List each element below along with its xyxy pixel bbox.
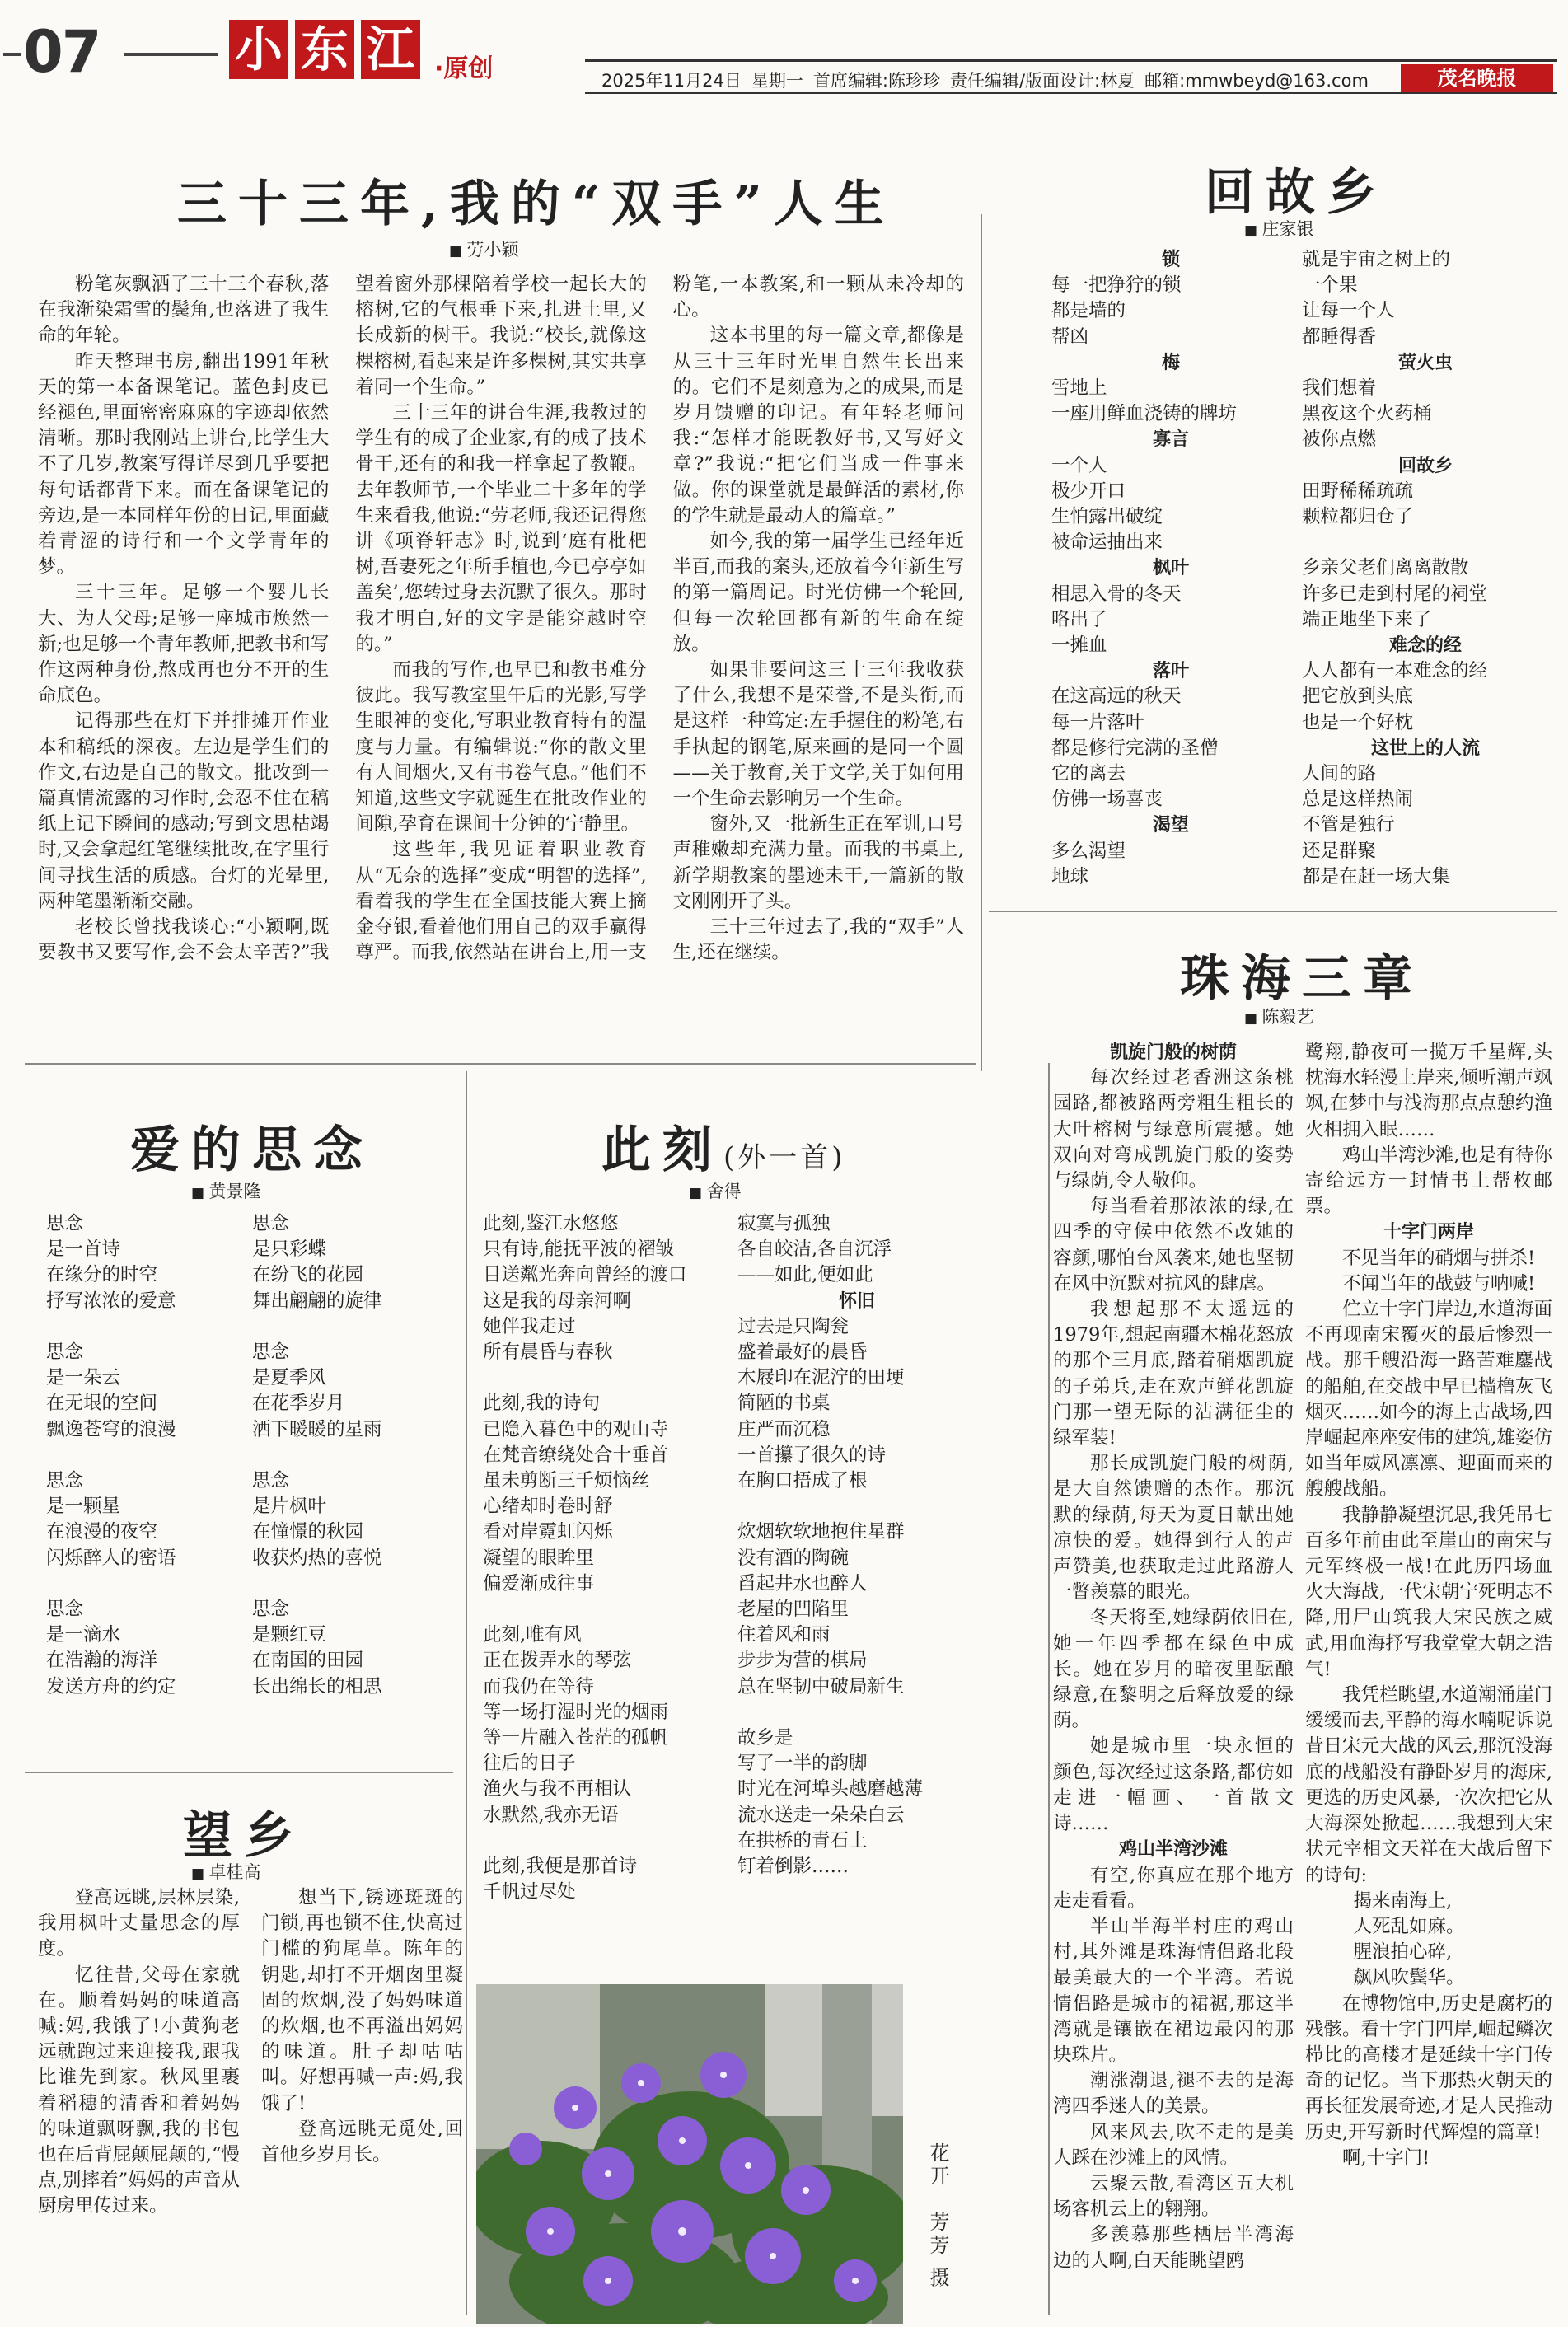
photo-caption-title: 花开 xyxy=(926,2142,949,2189)
poem-line: 看对岸霓虹闪烁 xyxy=(483,1521,613,1543)
poem-line: 在梵音缭绕处合十垂首 xyxy=(483,1444,669,1466)
article1-paragraph: 这些年,我见证着职业教育从“无奈的选择”变成“明智的选择”,看着我的学生在全国技能大赛上摘金夺银,看着他们用自己的双手赢得尊严。而我,依然站在讲台上,用一支粉笔,一本教案,和一颗从未冷却的心。 xyxy=(355,274,964,964)
column-divider-right xyxy=(1048,1063,1050,2315)
paragraph: 冬天将至,她绿荫依旧在,她一年四季都在绿色中成长。她在岁月的暗夜里酝酿绿意,在黎明之后释放爱的绿荫。 xyxy=(1053,1607,1294,1732)
article3-column-2 xyxy=(1305,1040,1552,2317)
poem-line: 舞出翩翩的旋律 xyxy=(252,1290,382,1312)
article1-paragraph: 三十三年。足够一个婴儿长大、为人父母;足够一座城市焕然一新;也足够一个青年教师,把教书和写作这两种身份,熬成再也分不开的生命底色。 xyxy=(38,582,330,707)
section-subtitle: 鸡山半湾沙滩 xyxy=(1118,1839,1228,1861)
poem-line: 每一片落叶 xyxy=(1051,711,1144,733)
paragraph: 在博物馆中,历史是腐朽的残骸。看十字门四岸,崛起鳞次栉比的高楼才是延续十字门传奇的记忆。当下那热火朝天的再长征发展奇迹,才是人民推动历史,开写新时代辉煌的篇章! xyxy=(1305,1992,1552,2143)
paragraph: 鸡山半湾沙滩,也是有待你寄给远方一封情书上帮枚邮票。 xyxy=(1305,1144,1552,1218)
article5-column-2 xyxy=(737,1211,976,1880)
poem-line: 收获灼热的喜悦 xyxy=(252,1547,382,1569)
poem-line: ——如此,便如此 xyxy=(737,1264,873,1286)
photo-caption xyxy=(916,2142,949,2291)
article4-title: 爱的思念 xyxy=(130,1121,374,1179)
article1-title: 三十三年,我的“双手”人生 xyxy=(177,176,896,233)
poem-line xyxy=(483,1828,730,1854)
paragraph: 风来风去,吹不走的是美人踩在沙滩上的风情。 xyxy=(1053,2121,1294,2169)
poem-line xyxy=(737,1700,976,1725)
meta-weekday: 星期一 xyxy=(751,71,803,91)
poem-line: 在胸口捂成了根 xyxy=(737,1470,868,1492)
article1-paragraph: 如果非要问这三十三年我收获了什么,我想不是荣誉,不是头衔,而是这样一种笃定:左手握住的粉笔,右手执起的钢笔,原来画的是同一个圆——关于教育,关于文学,关于如何用一个生命去影响另一个生命。 xyxy=(672,659,964,810)
poem-line: 是片枫叶 xyxy=(252,1496,327,1518)
article1-paragraph: 窗外,又一批新生正在军训,口号声稚嫩却充满力量。而我的书桌上,新学期教案的墨迹未干,一篇新的散文刚刚开了头。 xyxy=(672,813,964,912)
poem-subtitle: 梅 xyxy=(1161,352,1180,373)
poem-line: 此刻,我的诗句 xyxy=(483,1393,601,1415)
poem-line: 颗粒都归仓了 xyxy=(1302,506,1414,528)
poem-line: 盛着最好的晨昏 xyxy=(737,1341,868,1364)
article1-paragraph: 三十三年过去了,我的“双手”人生,还在继续。 xyxy=(672,916,964,964)
verse-line: 腥浪拍心碎, xyxy=(1353,1941,1453,1964)
poem-line: 思念 xyxy=(252,1213,290,1234)
poem-line: 流水送走一朵朵白云 xyxy=(737,1804,905,1826)
article1-paragraph: 昨天整理书房,翻出1991年秋天的第一本备课笔记。蓝色封皮已经褪色,里面密密麻麻的字迹却依然清晰。那时我刚站上讲台,比学生大不了几岁,教案写得详尽到几乎要把每句话都背下来。而在备课笔记的旁边,是一本同样年份的日记,里面藏着青涩的诗行和一个文学青年的梦。 xyxy=(38,350,330,578)
header-rule xyxy=(124,53,218,56)
article2-title: 回故乡 xyxy=(1205,164,1388,222)
paragraph: 她是城市里一块永恒的颜色,每次经过这条路,都仿如走进一幅画、一首散文诗…… xyxy=(1053,1735,1294,1835)
poem-line: 故乡是 xyxy=(737,1727,793,1749)
poem-line: 庄严而沉稳 xyxy=(737,1418,831,1440)
poem-line: 还是群聚 xyxy=(1302,840,1377,862)
poem-line: 让每一个人 xyxy=(1302,300,1395,322)
paragraph: 那长成凯旋门般的树荫,是大自然馈赠的杰作。那沉默的绿荫,每天为夏日献出她凉快的爱。她得到行人的声声赞美,也获取走过此路游人一瞥羡慕的眼光。 xyxy=(1053,1453,1294,1604)
poem-line: 思念 xyxy=(252,1470,290,1491)
poem-line: 人间的路 xyxy=(1302,763,1377,785)
article5-title-main: 此刻 xyxy=(601,1121,723,1179)
poem-line: 都是在赶一场大集 xyxy=(1302,865,1451,887)
poem-line: 就是宇宙之树上的 xyxy=(1302,249,1451,270)
paragraph: 我想起那不太遥远的1979年,想起南疆木棉花怒放的那个三月底,踏着硝烟凯旋的子弟兵,走在欢声鲜花凯旋门那一望无际的沾满征尘的绿军装! xyxy=(1053,1299,1294,1449)
poem-line: 雪地上 xyxy=(1051,377,1107,400)
poem-line: 等一片融入苍茫的孤帆 xyxy=(483,1727,669,1749)
poem-line: 地球 xyxy=(1051,865,1089,887)
poem-line: 凝望的眼眸里 xyxy=(483,1547,595,1569)
article1-paragraph: 粉笔灰飘洒了三十三个春秋,落在我渐染霜雪的鬓角,也落进了我生命的年轮。 xyxy=(38,274,330,347)
poem-line: 生怕露出破绽 xyxy=(1051,506,1163,528)
article2-column-2 xyxy=(1302,247,1549,890)
poem-line: 这是我的母亲河啊 xyxy=(483,1290,632,1312)
newspaper-logo: 茂名晚报 xyxy=(1401,64,1553,92)
poem-line xyxy=(1302,530,1549,555)
poem-line xyxy=(483,1597,730,1622)
poem-line: 而我仍在等待 xyxy=(483,1675,595,1697)
poem-subtitle: 回故乡 xyxy=(1397,455,1453,476)
poem-line: 正在拨弄水的琴弦 xyxy=(483,1650,632,1672)
poem-line: 住着风和雨 xyxy=(737,1624,831,1646)
poem-subtitle: 锁 xyxy=(1161,250,1180,270)
purple-flowers-icon xyxy=(476,1984,903,2324)
poem-line: 步步为营的棋局 xyxy=(737,1650,868,1672)
poem-line: 在缘分的时空 xyxy=(46,1264,158,1286)
poem-line: 极少开口 xyxy=(1051,480,1126,502)
poem-line: 没有酒的陶碗 xyxy=(737,1547,850,1569)
article5-column-1 xyxy=(483,1211,730,1905)
article4-author: ■ 黄景隆 xyxy=(191,1178,260,1203)
poem-subtitle: 怀旧 xyxy=(838,1290,875,1312)
poem-line xyxy=(737,1494,976,1519)
poem-line: 只有诗,能抚平波的褶皱 xyxy=(483,1238,675,1261)
row-divider xyxy=(25,1063,976,1065)
page-number: 07 xyxy=(23,18,101,86)
photo-credit: 芳芳 摄 xyxy=(926,2212,949,2291)
right-row-divider xyxy=(989,911,1557,912)
paragraph: 云聚云散,看湾区五大机场客机云上的翱翔。 xyxy=(1053,2172,1294,2221)
poem-line: 在花季岁月 xyxy=(252,1393,345,1415)
poem-subtitle: 枫叶 xyxy=(1152,558,1189,579)
article4-column-1 xyxy=(46,1211,236,1700)
poem-line: 思念 xyxy=(46,1213,84,1234)
poem-line: 所有晨昏与春秋 xyxy=(483,1341,613,1364)
poem-subtitle: 这世上的人流 xyxy=(1370,737,1480,759)
paragraph: 不闻当年的战鼓与呐喊! xyxy=(1342,1272,1536,1295)
article5-author: ■ 舍得 xyxy=(689,1178,741,1203)
poem-line xyxy=(46,1571,236,1597)
article6-paragraph: 想当下,锈迹斑斑的门锁,再也锁不住,快高过门槛的狗尾草。陈年的钥匙,却打不开烟囱里凝固的炊烟,没了妈妈味道的炊烟,也不再溢出妈妈的味道。肚子却咕咕叫。好想再喊一声:妈,我饿了! xyxy=(261,1887,463,2114)
article3-title: 珠海三章 xyxy=(1180,950,1424,1008)
poem-line: 是一滴水 xyxy=(46,1624,121,1646)
poem-line: 都睡得香 xyxy=(1302,325,1377,348)
poem-line: 都是墙的 xyxy=(1051,300,1126,322)
poem-line xyxy=(252,1314,442,1340)
poem-line: 寂寞与孤独 xyxy=(737,1213,831,1234)
poem-line: 黑夜这个火药桶 xyxy=(1302,403,1432,425)
poem-line: 在纷飞的花园 xyxy=(252,1264,364,1286)
poem-line: 思念 xyxy=(46,1470,84,1491)
column-divider-mid xyxy=(466,1071,467,2315)
poem-line: 咯出了 xyxy=(1051,608,1107,630)
poem-line: 许多已走到村尾的祠堂 xyxy=(1302,583,1488,605)
poem-line: 她伴我走过 xyxy=(483,1315,576,1337)
verse-line: 人死乱如麻。 xyxy=(1353,1915,1465,1937)
poem-line: 思念 xyxy=(252,1341,290,1363)
poem-line: 等一场打湿时光的烟雨 xyxy=(483,1701,669,1723)
article1-body xyxy=(38,272,964,1055)
poem-line: 是只彩蝶 xyxy=(252,1238,327,1261)
poem-line: 端正地坐下来了 xyxy=(1302,608,1432,630)
article1-author: ■ 劳小颖 xyxy=(449,236,518,261)
poem-subtitle: 寡言 xyxy=(1152,429,1189,451)
left-row-divider xyxy=(25,1772,453,1773)
poem-line: 一首攥了很久的诗 xyxy=(737,1444,887,1466)
poem-line: 老屋的凹陷里 xyxy=(737,1599,850,1621)
poem-line: 抒写浓浓的爱意 xyxy=(46,1290,176,1312)
meta-editor: 责任编辑/版面设计:林夏 xyxy=(949,71,1135,91)
poem-subtitle: 难念的经 xyxy=(1388,635,1462,657)
article5-title-sub: (外一首) xyxy=(723,1141,846,1174)
verse-line: 揭来南海上, xyxy=(1353,1889,1453,1912)
poem-line: 乡亲父老们离离散散 xyxy=(1302,557,1469,579)
poem-line: 它的离去 xyxy=(1051,763,1126,785)
header-meta xyxy=(601,68,1378,92)
article1-paragraph: 三十三年的讲台生涯,我教过的学生有的成了企业家,有的成了技术骨干,还有的和我一样拿起了教鞭。去年教师节,一个毕业二十多年的学生来看我,他说:“劳老师,我还记得您讲《项脊轩志》时,说到‘庭有枇杷树,吾妻死之年所手植也,今已亭亭如盖矣’,您转过身去沉默了很久。那时我才明白,好的文字是能穿越时空的。” xyxy=(355,402,647,655)
poem-line: 被你点燃 xyxy=(1302,428,1377,451)
article1-paragraph: 老校长曾找我谈心:“小颖啊,既要教书又要写作,会不会太辛苦?”我望着窗外那棵陪着学校一起长大的榕树,它的气根垂下来,扎进土里,又长成新的树干。我说:“校长,就像这棵榕树,看起来是许多棵树,其实共享着同一个生命。” xyxy=(38,274,647,964)
poem-line: 千帆过尽处 xyxy=(483,1881,576,1903)
article6-paragraph: 登高远眺,层林层染,我用枫叶丈量思念的厚度。 xyxy=(38,1887,240,1960)
section-subtitle: 十字门两岸 xyxy=(1383,1222,1474,1243)
poem-line: 思念 xyxy=(252,1599,290,1620)
poem-line: 过去是只陶瓮 xyxy=(737,1315,850,1337)
poem-line: 虽未剪断三千烦恼丝 xyxy=(483,1470,650,1492)
poem-line xyxy=(46,1443,236,1468)
poem-line: 每一把狰狞的锁 xyxy=(1051,274,1182,297)
header-top-line xyxy=(585,59,1557,62)
poem-line: 写了一半的韵脚 xyxy=(737,1753,868,1775)
article6-title: 望乡 xyxy=(183,1807,305,1865)
article6-paragraph: 忆往昔,父母在家就在。顺着妈妈的味道高喊:妈,我饿了!小黄狗老远就跑过来迎接我,跟我比谁先到家。秋风里裹着稻穗的清香和着妈妈的味道飘呀飘,我的书包也在后背屁颠屁颠的,“慢点,别摔着”妈妈的声音从厨房里传过来。 xyxy=(38,1964,240,2217)
article2-column-1 xyxy=(1051,247,1290,890)
poem-line: 被命运抽出来 xyxy=(1051,531,1163,554)
header-bottom-line xyxy=(585,92,1557,94)
paragraph-continued: 鹭翔,静夜可一揽万千星辉,头枕海水轻漫上岸来,倾听潮声飒飒,在梦中与浅海那点点憩约渔火相拥入眠…… xyxy=(1305,1042,1552,1140)
poem-line: 简陋的书桌 xyxy=(737,1393,831,1415)
paragraph: 我静静凝望沉思,我凭吊七百多年前由此至崖山的南宋与元军终极一战!在此历四场血火大海战,一代宋朝宁死明志不降,用尸山筑我大宋民族之威武,用血海抒写我堂堂大朝之浩气! xyxy=(1305,1504,1552,1680)
paragraph: 啊,十字门! xyxy=(1342,2147,1430,2169)
poem-line: 在浪漫的夜空 xyxy=(46,1521,158,1543)
section-subtitle: 凯旋门般的树荫 xyxy=(1109,1042,1237,1063)
poem-line: 在憧憬的秋园 xyxy=(252,1521,364,1543)
poem-line: 往后的日子 xyxy=(483,1753,576,1775)
paragraph: 每次经过老香洲这条桃园路,都被路两旁粗生粗长的大叶榕树与绿意所震撼。她双向对弯成凯旋门般的姿势与绿荫,令人敬仰。 xyxy=(1053,1067,1294,1192)
article1-paragraph: 如今,我的第一届学生已经年近半百,而我的案头,还放着今年新生写的第一篇周记。时光仿佛一个轮回,但每一次轮回都有新的生命在绽放。 xyxy=(672,531,964,655)
poem-line: 在浩瀚的海洋 xyxy=(46,1650,158,1672)
poem-line: 都是修行完满的圣僧 xyxy=(1051,737,1219,759)
poem-line xyxy=(46,1314,236,1340)
poem-line: 一摊血 xyxy=(1051,634,1107,657)
section-char-1: 小 xyxy=(229,20,288,79)
poem-line: 偏爱渐成往事 xyxy=(483,1572,595,1594)
poem-line: 把它放到头底 xyxy=(1302,686,1414,708)
article1-paragraph: 这本书里的每一篇文章,都像是从三十三年时光里自然生长出来的。它们不是刻意为之的成果,而是岁月馈赠的印记。有年轻老师问我:“怎样才能既教好书,又写好文章?”我说:“把它们当成一件事来做。你的课堂就是最鲜活的素材,你的学生就是最动人的篇章。” xyxy=(672,325,964,527)
article6-author: ■ 卓桂高 xyxy=(191,1859,260,1884)
article5-title xyxy=(601,1111,846,1182)
column-divider-top xyxy=(981,214,982,1071)
verse-line: 飙风吹鬓华。 xyxy=(1353,1967,1465,1989)
paragraph: 多羡慕那些栖居半湾海边的人啊,白天能眺望鸥 xyxy=(1053,2224,1294,2272)
section-char-2: 东 xyxy=(295,20,354,79)
poem-line: 是一朵云 xyxy=(46,1367,121,1389)
poem-line xyxy=(252,1571,442,1597)
poem-line: 是一首诗 xyxy=(46,1238,121,1261)
poem-line: 在拱桥的青石上 xyxy=(737,1829,868,1852)
poem-line: 一个果 xyxy=(1302,274,1358,297)
poem-line xyxy=(252,1443,442,1468)
poem-line: 田野稀稀疏疏 xyxy=(1302,480,1414,502)
paragraph: 我凭栏眺望,水道潮涌崖门缓缓而去,平静的海水喃呢诉说昔日宋元大战的风云,那沉没海底的战船没有静卧岁月的海床,更选的历史风暴,一次次把它从大海深处掀起……我想到大宋状元宰相文天祥在大战后留下的诗句: xyxy=(1305,1684,1552,1886)
meta-chief-editor: 首席编辑:陈珍珍 xyxy=(812,71,940,91)
poem-line: 帮凶 xyxy=(1051,325,1089,348)
paragraph: 潮涨潮退,褪不去的是海湾四季迷人的美景。 xyxy=(1053,2070,1294,2118)
poem-line: 洒下暖暖的星雨 xyxy=(252,1418,382,1440)
poem-line xyxy=(483,1365,730,1391)
poem-line: 总在坚韧中破局新生 xyxy=(737,1675,905,1697)
paragraph: 有空,你真应在那个地方走走看看。 xyxy=(1053,1864,1294,1912)
poem-subtitle: 渴望 xyxy=(1152,815,1189,836)
meta-email: 邮箱:mmwbeyd@163.com xyxy=(1144,71,1369,91)
poem-line: 炊烟软软地抱住星群 xyxy=(737,1521,905,1543)
poem-line: 不管是独行 xyxy=(1302,814,1395,836)
meta-date: 2025年11月24日 xyxy=(601,71,742,91)
article6-paragraph: 登高远眺无觅处,回首他乡岁月长。 xyxy=(261,2118,463,2166)
poem-line: 水默然,我亦无语 xyxy=(483,1804,619,1826)
poem-line: 是夏季风 xyxy=(252,1367,327,1389)
article4-column-2 xyxy=(252,1211,442,1700)
poem-line: 一座用鲜血浇铸的牌坊 xyxy=(1051,403,1238,425)
poem-line: 我们想着 xyxy=(1302,377,1377,400)
poem-line: 目送粼光奔向曾经的渡口 xyxy=(483,1264,687,1286)
paragraph: 半山半海半村庄的鸡山村,其外滩是珠海情侣路北段最美最大的一个半湾。若说情侣路是城市的裙裾,那这半湾就是镶嵌在裙边最闪的那块珠片。 xyxy=(1053,1915,1294,2066)
article1-paragraph: 而我的写作,也早已和教书难分彼此。我写教室里午后的光影,写学生眼神的变化,写职业教育特有的温度与力量。有编辑说:“你的散文里有人间烟火,又有书卷气息。”他们不知道,这些文字就诞生在批改作业的间隙,孕育在课间十分钟的宁静里。 xyxy=(355,659,647,836)
poem-line: 也是一个好枕 xyxy=(1302,711,1414,733)
poem-line: 在无垠的空间 xyxy=(46,1393,158,1415)
paragraph: 伫立十字门岸边,水道海面不再现南宋覆灭的最后惨烈一战。那千艘沿海一路苦难鏖战的船舶,在交战中早已樯橹灰飞烟灭……如今的海上古战场,四岸崛起座座安伟的建筑,雄姿仿如当年威风凛凛、迎面而来的艘艘战船。 xyxy=(1305,1299,1552,1501)
poem-line: 钉着倒影…… xyxy=(737,1856,850,1878)
poem-line: 时光在河埠头越磨越薄 xyxy=(737,1778,924,1800)
article2-author: ■ 庄家银 xyxy=(1244,216,1313,241)
header-dash xyxy=(3,53,21,56)
poem-line: 思念 xyxy=(46,1599,84,1620)
article6-body xyxy=(38,1885,463,2322)
section-char-3: 江 xyxy=(361,20,420,79)
paragraph: 每当看着那浓浓的绿,在四季的守候中依然不改她的容颜,哪怕台风袭来,她也坚韧在风中沉默对抗风的肆虐。 xyxy=(1053,1196,1294,1295)
flower-photo xyxy=(476,1984,903,2324)
poem-line: 是颗红豆 xyxy=(252,1624,327,1646)
poem-line: 此刻,唯有风 xyxy=(483,1624,582,1646)
poem-line: 飘逸苍穹的浪漫 xyxy=(46,1418,176,1440)
article1-paragraph: 记得那些在灯下并排摊开作业本和稿纸的深夜。左边是学生们的作文,右边是自己的散文。批改到一篇真情流露的习作时,会忍不住在稿纸上记下瞬间的感动;写到文思枯竭时,又会拿起红笔继续批改,在字里行间寻找生活的质感。台灯的光晕里,两种笔墨渐渐交融。 xyxy=(38,710,330,912)
poem-line: 舀起井水也醉人 xyxy=(737,1572,868,1594)
poem-subtitle: 萤火虫 xyxy=(1397,352,1453,373)
poem-line: 思念 xyxy=(46,1341,84,1363)
poem-line: 各自皎洁,各自沉浮 xyxy=(737,1238,892,1261)
poem-line: 总是这样热闹 xyxy=(1302,789,1414,811)
poem-line: 闪烁醉人的密语 xyxy=(46,1547,176,1569)
poem-line: 在南国的田园 xyxy=(252,1650,364,1672)
poem-line: 此刻,我便是那首诗 xyxy=(483,1856,638,1878)
poem-line: 是一颗星 xyxy=(46,1496,121,1518)
poem-line: 一个人 xyxy=(1051,454,1107,476)
poem-line: 已隐入暮色中的观山寺 xyxy=(483,1418,669,1440)
poem-line: 木屐印在泥泞的田埂 xyxy=(737,1367,905,1389)
poem-line: 在这高远的秋天 xyxy=(1051,686,1182,708)
poem-line: 人人都有一本难念的经 xyxy=(1302,660,1488,682)
section-sub: ·原创 xyxy=(434,54,494,83)
paragraph: 不见当年的硝烟与拼杀! xyxy=(1342,1247,1536,1269)
poem-line: 渔火与我不再相认 xyxy=(483,1778,632,1800)
poem-line: 仿佛一场喜丧 xyxy=(1051,789,1163,811)
poem-subtitle: 落叶 xyxy=(1152,661,1189,682)
poem-line: 发送方舟的约定 xyxy=(46,1675,176,1697)
article3-author: ■ 陈毅艺 xyxy=(1244,1004,1313,1028)
poem-line: 长出绵长的相思 xyxy=(252,1675,382,1697)
poem-line: 多么渴望 xyxy=(1051,840,1126,862)
article3-column-1 xyxy=(1053,1040,1294,2317)
poem-line: 心绪却时卷时舒 xyxy=(483,1496,613,1518)
poem-line: 相思入骨的冬天 xyxy=(1051,583,1182,605)
poem-line: 此刻,鉴江水悠悠 xyxy=(483,1213,619,1234)
